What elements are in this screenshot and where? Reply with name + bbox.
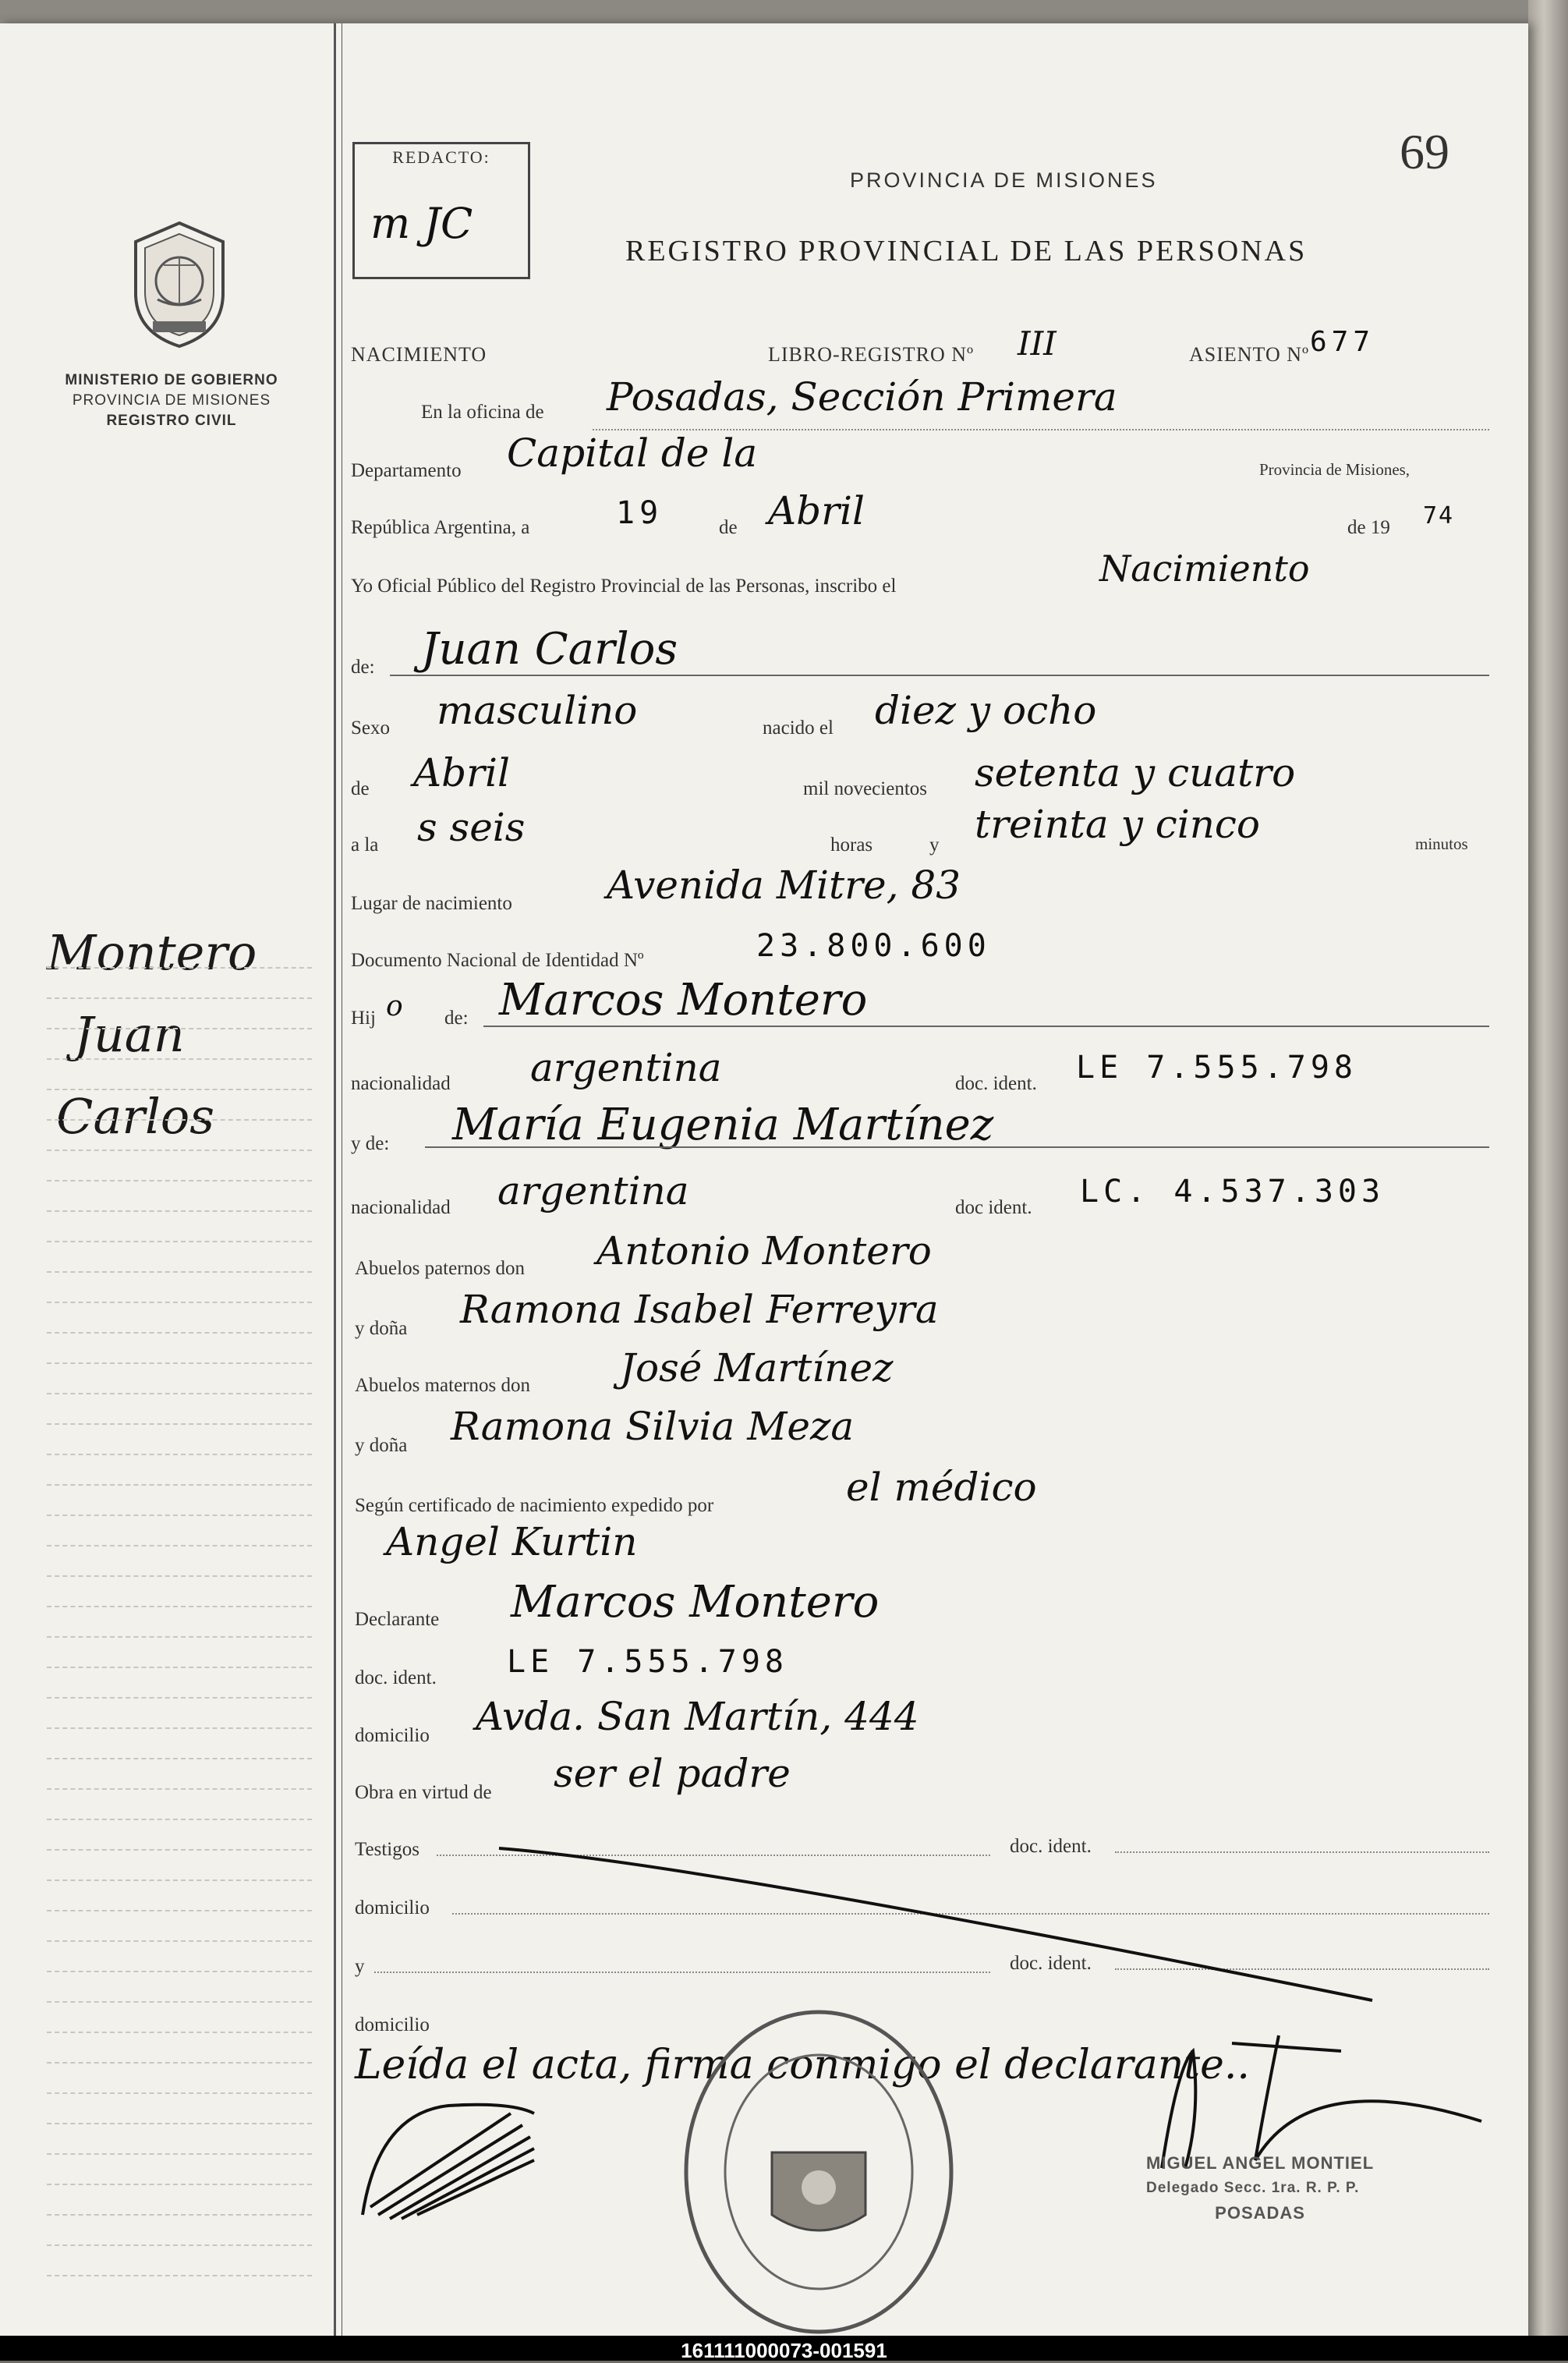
redacto-initials: m JC: [370, 199, 473, 248]
top-strip: [0, 0, 1568, 27]
ministry-line-1: MINISTERIO DE GOBIERNO: [65, 372, 278, 388]
abuela-m-value: Ramona Silvia Meza: [451, 1404, 855, 1449]
cancel-stroke: [468, 1817, 1403, 2020]
y2-doc-label: doc. ident.: [1010, 1953, 1092, 1974]
ydona2-label: y doña: [355, 1435, 408, 1456]
mes-value: Abril: [768, 488, 865, 533]
anio-value: 74: [1423, 502, 1455, 530]
inscribo-value: Nacimiento: [1099, 547, 1310, 590]
dni-value: 23.800.600: [756, 928, 991, 964]
mil-label: mil novecientos: [803, 778, 927, 799]
anio-label: de 19: [1347, 517, 1390, 538]
margin-divider: [334, 23, 336, 2344]
sexo-value: masculino: [437, 688, 638, 733]
signature-stamp-line-3: POSADAS: [1215, 2203, 1305, 2223]
hijo-de-label: de:: [444, 1008, 469, 1029]
margin-column: [0, 23, 334, 2344]
redacto-label: REDACTO:: [392, 147, 490, 167]
de-nombre-label: de:: [351, 657, 375, 678]
libro-label: LIBRO-REGISTRO Nº: [768, 343, 975, 366]
seal-stamp: [678, 2004, 959, 2340]
ala-value: s seis: [417, 805, 526, 850]
nombre-value: Juan Carlos: [421, 624, 678, 675]
doc-decl-label: doc. ident.: [355, 1667, 437, 1688]
de-label: de: [719, 517, 738, 538]
mes2-value: Abril: [413, 750, 510, 795]
nacido-label: nacido el: [763, 717, 834, 739]
madre-line: [425, 1146, 1489, 1148]
margin-name-2: Carlos: [56, 1088, 215, 1145]
mil-value: setenta y cuatro: [975, 750, 1296, 795]
doc-ident2-label: doc ident.: [955, 1197, 1032, 1218]
asiento-value: 677: [1310, 326, 1375, 358]
medico-value: Angel Kurtin: [386, 1519, 638, 1564]
y2-label: y: [355, 1956, 365, 1977]
province-header: PROVINCIA DE MISIONES: [850, 168, 1158, 192]
dni-label: Documento Nacional de Identidad Nº: [351, 950, 644, 971]
obra-value: ser el padre: [554, 1751, 791, 1796]
yde-label: y de:: [351, 1133, 390, 1154]
cierre-value: Leída el acta, firma conmigo el declarante..: [355, 2042, 1250, 2088]
oficina-label: En la oficina de: [421, 402, 544, 423]
document-id: 161111000073-001591: [681, 2339, 887, 2362]
margin-ruled-lines: [47, 967, 312, 2305]
ministry-block: [47, 370, 296, 431]
libro-value: III: [1018, 324, 1057, 363]
doc-padre-value: LE 7.555.798: [1076, 1050, 1357, 1086]
testigos-label: Testigos: [355, 1839, 419, 1860]
nacimiento-label: NACIMIENTO: [351, 343, 487, 366]
madre-value: María Eugenia Martínez: [452, 1100, 994, 1150]
lugar-label: Lugar de nacimiento: [351, 893, 512, 914]
domicilio-value: Avda. San Martín, 444: [476, 1694, 919, 1739]
hijo-suffix: o: [386, 990, 403, 1022]
nac2-label: nacionalidad: [351, 1197, 451, 1218]
ministry-line-2: PROVINCIA DE MISIONES: [72, 392, 271, 409]
dia-value: 19: [616, 495, 664, 531]
signature-left: [355, 2082, 550, 2223]
y-label: y: [929, 834, 940, 856]
padre-line: [483, 1026, 1489, 1027]
signature-stamp-line-2: Delegado Secc. 1ra. R. P. P.: [1146, 2180, 1360, 2196]
departamento-value: Capital de la: [507, 430, 758, 476]
abuelos-p-label: Abuelos paternos don: [355, 1258, 526, 1279]
abuela-p-value: Ramona Isabel Ferreyra: [460, 1287, 939, 1332]
domicilio3-label: domicilio: [355, 2014, 430, 2035]
ydona-label: y doña: [355, 1318, 408, 1339]
signature-stamp: [1146, 2151, 1374, 2226]
oficial-label: Yo Oficial Público del Registro Provincial de las Personas, inscribo el: [351, 576, 897, 597]
certificado-value: el médico: [846, 1465, 1037, 1510]
asiento-label: ASIENTO Nº: [1189, 343, 1310, 366]
domicilio-label: domicilio: [355, 1725, 430, 1746]
testigos-doc-label: doc. ident.: [1010, 1836, 1092, 1857]
minutos-value: treinta y cinco: [975, 802, 1261, 847]
abuelo-p-value: Antonio Montero: [596, 1228, 932, 1274]
margin-surname: Montero: [47, 924, 257, 981]
doc-decl-value: LE 7.555.798: [507, 1644, 788, 1680]
crest-icon: [125, 218, 234, 351]
declarante-label: Declarante: [355, 1609, 440, 1630]
hijo-label: Hij: [351, 1008, 376, 1029]
horas-label: horas: [830, 834, 873, 856]
register-page: [0, 23, 1528, 2344]
abuelo-m-value: José Martínez: [620, 1345, 894, 1391]
signature-stamp-line-1: MIGUEL ANGEL MONTIEL: [1146, 2153, 1375, 2173]
nac-label: nacionalidad: [351, 1073, 451, 1094]
nac-madre-value: argentina: [497, 1168, 689, 1213]
de2-label: de: [351, 778, 370, 799]
doc-madre-value: LC. 4.537.303: [1080, 1174, 1386, 1210]
doc-ident-label: doc. ident.: [955, 1073, 1037, 1094]
nombre-line: [390, 675, 1489, 676]
minutos-label: minutos: [1415, 834, 1468, 853]
margin-name-1: Juan: [74, 1006, 185, 1063]
nac-padre-value: argentina: [530, 1045, 722, 1090]
redacto-box: [352, 142, 530, 279]
padre-value: Marcos Montero: [499, 975, 868, 1026]
declarante-value: Marcos Montero: [511, 1577, 880, 1628]
nacido-value: diez y ocho: [875, 688, 1097, 733]
book-edge: [1528, 0, 1568, 2336]
obra-label: Obra en virtud de: [355, 1782, 492, 1803]
republica-label: República Argentina, a: [351, 517, 530, 538]
certificado-label: Según certificado de nacimiento expedido por: [355, 1495, 714, 1516]
ministry-line-3: REGISTRO CIVIL: [106, 413, 237, 429]
registry-header: REGISTRO PROVINCIAL DE LAS PERSONAS: [625, 235, 1308, 267]
abuelos-m-label: Abuelos maternos don: [355, 1375, 530, 1396]
page-number: 69: [1400, 124, 1449, 179]
departamento-label: Departamento: [351, 460, 462, 481]
lugar-value: Avenida Mitre, 83: [607, 863, 961, 908]
domicilio2-label: domicilio: [355, 1897, 430, 1918]
provincia-label: Provincia de Misiones,: [1259, 460, 1410, 479]
sexo-label: Sexo: [351, 717, 390, 739]
ala-label: a la: [351, 834, 379, 856]
oficina-value: Posadas, Sección Primera: [607, 374, 1117, 420]
